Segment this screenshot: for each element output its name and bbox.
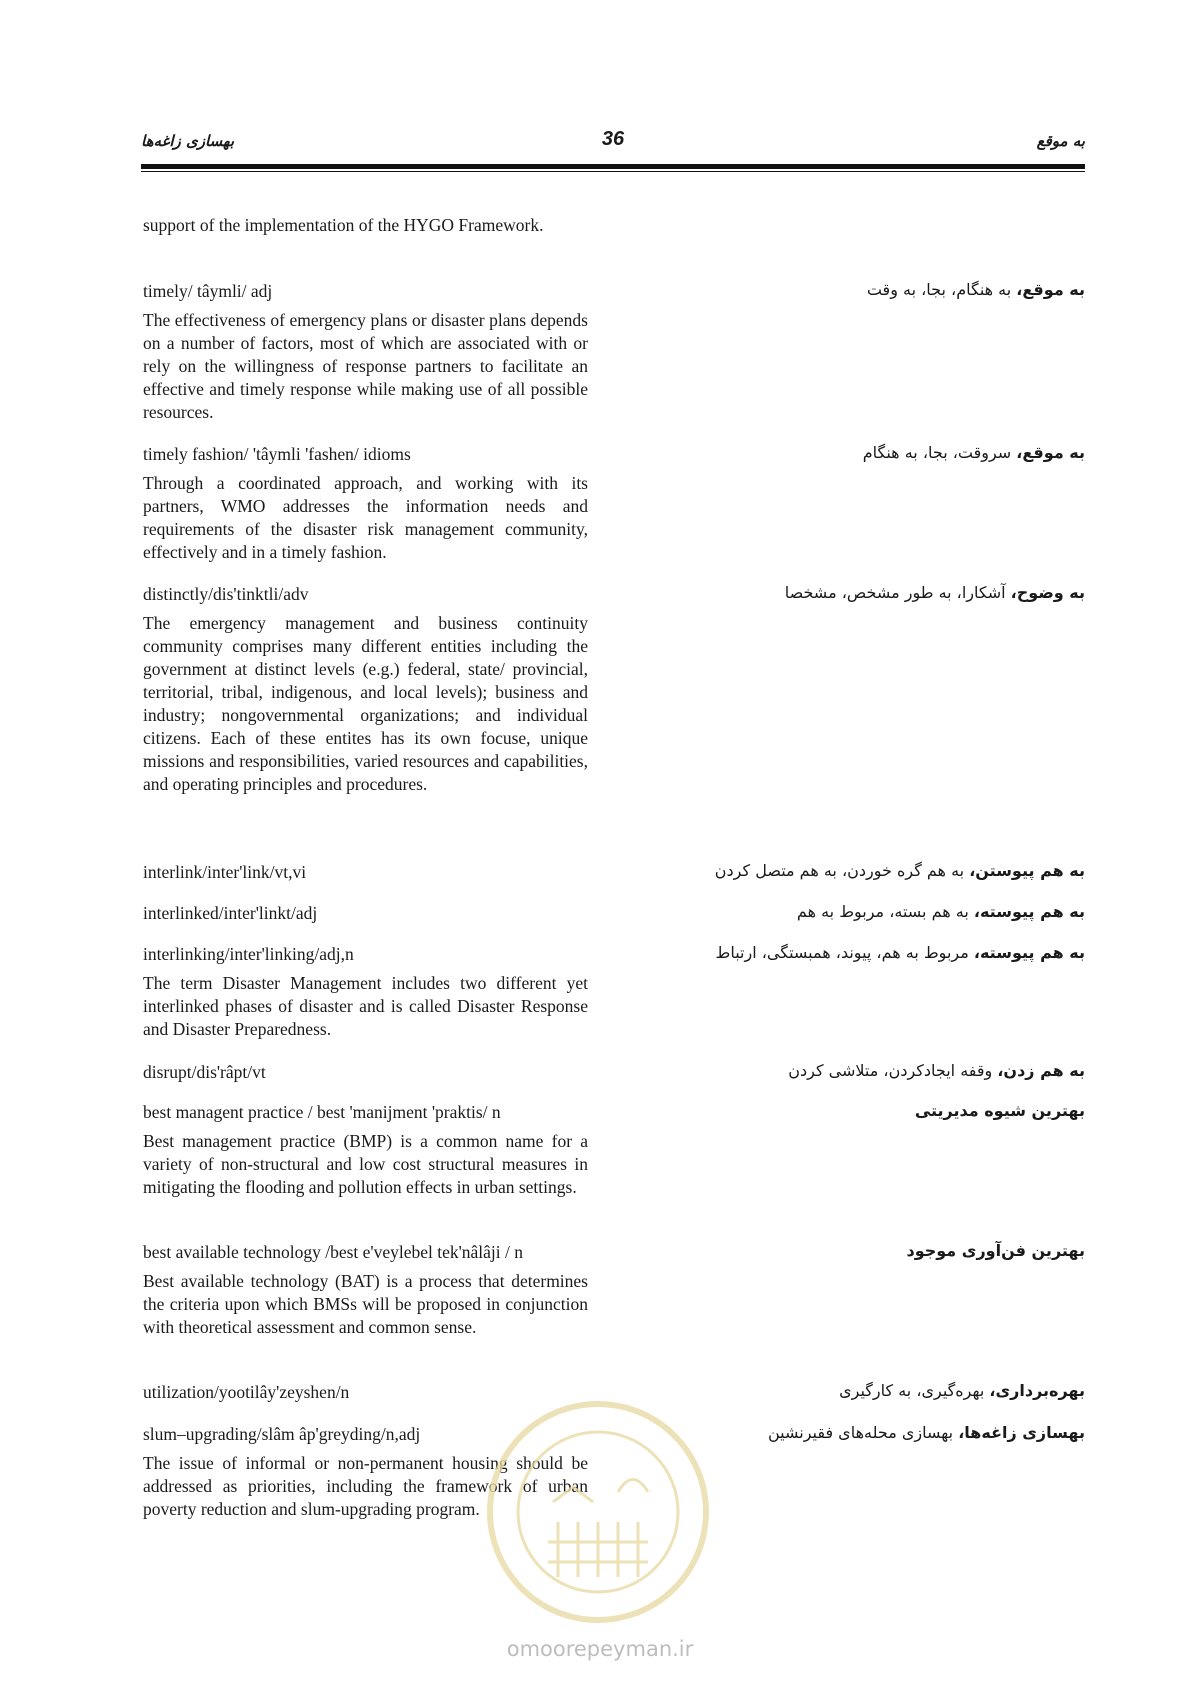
entry-term: disrupt/dis'râpt/vt: [143, 1062, 266, 1082]
entry-term: timely fashion/ 'tâymli 'fashen/ idioms: [143, 444, 411, 464]
entry-persian: [645, 900, 1085, 924]
intro-text: [143, 214, 588, 237]
entry-persian: [645, 859, 1085, 883]
entry-english: [143, 583, 588, 796]
entry-persian-meaning: به هم بسته، مربوط به هم: [796, 902, 974, 921]
entry-persian: [645, 1059, 1085, 1083]
entry-persian-headword: به هم زدن،: [997, 1061, 1085, 1080]
entry-english: [143, 280, 588, 424]
entry-persian-meaning: بهره‌گیری، به کارگیری: [839, 1381, 990, 1400]
entry-persian-headword: به هم پیوسته،: [973, 943, 1085, 962]
entry-persian-meaning: به هم گره خوردن، به هم متصل کردن: [714, 861, 970, 880]
entry-persian: [645, 1099, 1085, 1123]
watermark-seal-icon: [478, 1392, 718, 1632]
entry-english: [143, 1061, 588, 1090]
entry-persian-headword: بهره‌برداری،: [989, 1381, 1085, 1400]
entry-persian-headword: بهترین شیوه مدیریتی: [914, 1101, 1085, 1120]
entry-term: interlinking/inter'linking/adj,n: [143, 944, 354, 964]
entry-term: best managent practice / best 'manijment 'praktis/ n: [143, 1102, 501, 1122]
entry-persian-headword: بهترین فن‌آوری موجود: [906, 1241, 1085, 1260]
entry-persian: [645, 441, 1085, 465]
entry-english: [143, 861, 588, 890]
entry-example: The issue of informal or non-permanent housing should be addressed as priorities, including the framework of urban poverty reduction and slum-upgrading program.: [143, 1453, 588, 1519]
entry-term: distinctly/dis'tinktli/adv: [143, 584, 309, 604]
intro-paragraph: support of the implementation of the HYGO Framework.: [143, 215, 544, 235]
entry-term: best available technology /best e'veylebel tek'nâlâji / n: [143, 1242, 523, 1262]
header-entry-word: به موقع: [1036, 132, 1085, 150]
page-header: [141, 128, 1085, 154]
entry-term: interlinked/inter'linkt/adj: [143, 903, 318, 923]
header-rule-thin: [141, 171, 1085, 172]
entry-english: [143, 443, 588, 564]
header-rule-thick: [141, 164, 1085, 169]
entry-term: utilization/yootilây'zeyshen/n: [143, 1382, 350, 1402]
entry-persian-meaning: به هنگام، بجا، به وقت: [866, 280, 1017, 299]
entry-persian: [645, 581, 1085, 605]
entry-example: The effectiveness of emergency plans or disaster plans depends on a number of factors, most of which are associated with or rely on the willingness of response partners to facilitate an effective and timely response while making use of all possible resources.: [143, 310, 588, 422]
entry-english: [143, 902, 588, 931]
entry-persian-headword: به هم پیوستن،: [969, 861, 1085, 880]
entry-persian: [645, 941, 1085, 965]
entry-term: timely/ tâymli/ adj: [143, 281, 273, 301]
page-number: 36: [601, 128, 625, 150]
entry-persian: [645, 1239, 1085, 1263]
entry-term: interlink/inter'link/vt,vi: [143, 862, 307, 882]
watermark-site: omoorepeyman.ir: [506, 1637, 694, 1661]
entry-persian-meaning: وقفه ایجادکردن، متلاشی کردن: [788, 1061, 998, 1080]
entry-persian-meaning: سروقت، بجا، به هنگام: [862, 443, 1017, 462]
entry-persian-meaning: آشکارا، به طور مشخص، مشخصا: [784, 583, 1011, 602]
entry-persian-meaning: مربوط به هم، پیوند، همبستگی، ارتباط: [715, 943, 974, 962]
entry-persian-headword: به موقع،: [1016, 280, 1085, 299]
entry-example: Through a coordinated approach, and working with its partners, WMO addresses the information needs and requirements of the disaster risk management community, effectively and in a timely fashion.: [143, 473, 588, 562]
entry-example: Best management practice (BMP) is a common name for a variety of non-structural and low cost structural measures in mitigating the flooding and pollution effects in urban settings.: [143, 1131, 588, 1197]
entry-term: slum–upgrading/slâm âp'greyding/n,adj: [143, 1424, 421, 1444]
entry-example: Best available technology (BAT) is a process that determines the criteria upon which BMSs will be proposed in conjunction with theoretical assessment and common sense.: [143, 1271, 588, 1337]
entry-english: [143, 1101, 588, 1199]
header-section-title: بهسازی زاغه‌ها: [141, 132, 235, 150]
entry-persian: [645, 278, 1085, 302]
entry-persian-meaning: بهسازی محله‌های فقیرنشین: [767, 1423, 959, 1442]
entry-persian-headword: به هم پیوسته،: [973, 902, 1085, 921]
entry-example: The emergency management and business continuity community comprises many different entities including the government at distinct levels (e.g.) federal, state/ provincial, territorial, tribal, indigenous, and local levels); business and industry; nongovernmental organizations; and individual citizens. Each of these entites has its own focuse, unique missions and responsibilities, varied resources and capabilities, and operating principles and procedures.: [143, 613, 588, 794]
entry-example: The term Disaster Management includes two different yet interlinked phases of disaster and is called Disaster Response and Disaster Preparedness.: [143, 973, 588, 1039]
entry-persian-headword: به موقع،: [1016, 443, 1085, 462]
entry-english: [143, 943, 588, 1041]
entry-english: [143, 1241, 588, 1339]
entry-persian-headword: به وضوح،: [1010, 583, 1085, 602]
entry-persian-headword: بهسازی زاغه‌ها،: [958, 1423, 1085, 1442]
